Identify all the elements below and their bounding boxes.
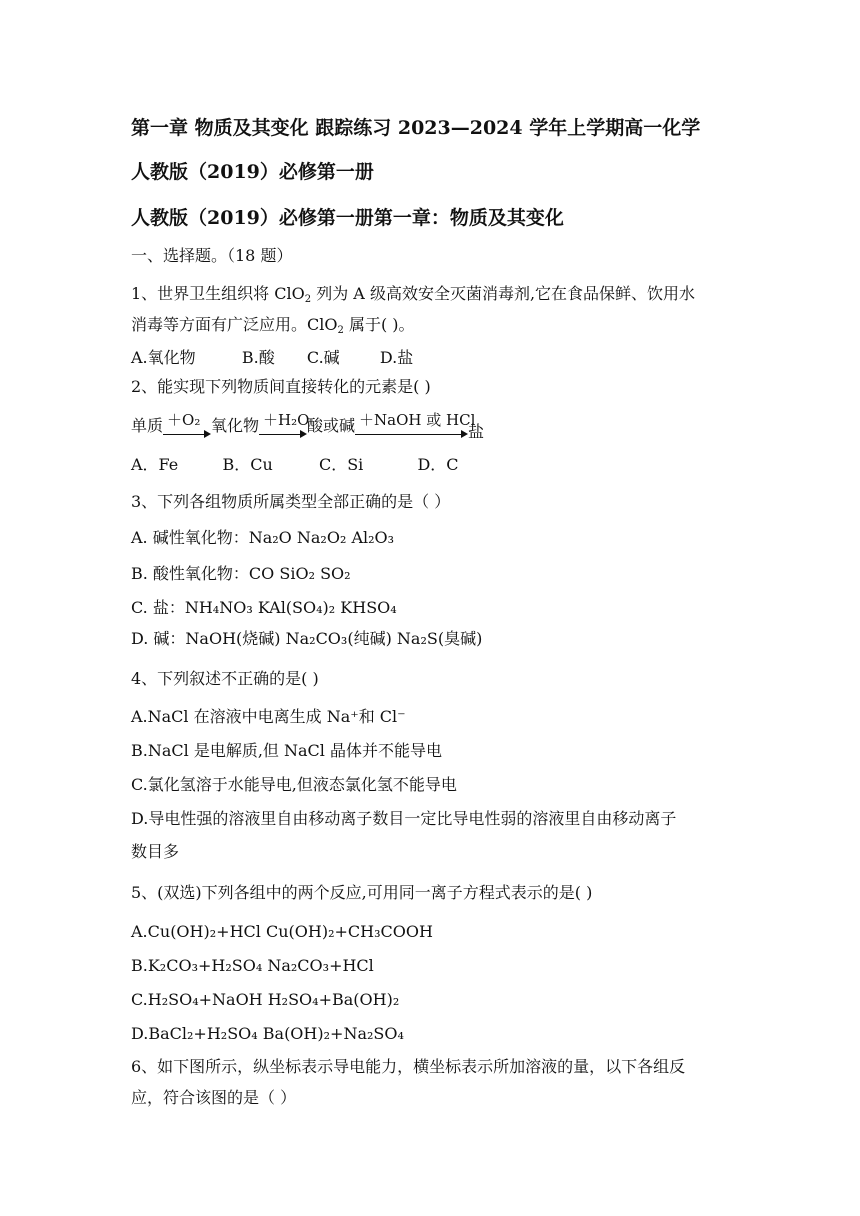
q3-option-a: A. 碱性氧化物：Na₂O Na₂O₂ Al₂O₃: [131, 528, 395, 547]
doc-title-line2: 人教版（2019）必修第一册: [131, 161, 374, 183]
q1-option-a: A.氧化物: [131, 348, 196, 367]
q4-stem: 4、下列叙述不正确的是( ): [131, 669, 319, 688]
arrow-label-naoh-hcl: ＋NaOH 或 HCl: [359, 411, 476, 429]
doc-title-line1: 第一章 物质及其变化 跟踪练习 2023—2024 学年上学期高一化学: [131, 117, 701, 139]
section-heading: 一、选择题。（18 题）: [131, 246, 293, 265]
q6-stem-line2: 应，符合该图的是（ ）: [131, 1088, 297, 1107]
q1-option-b: B.酸: [241, 348, 275, 367]
q4-option-d-line1: D.导电性强的溶液里自由移动离子数目一定比导电性弱的溶液里自由移动离子: [131, 809, 677, 828]
q1-options: [131, 348, 413, 368]
q3-option-c: C. 盐：NH₄NO₃ KAl(SO₄)₂ KHSO₄: [131, 598, 397, 617]
q1-stem-line1: [131, 284, 695, 304]
q2-option-b: B．Cu: [222, 455, 273, 474]
q1-stem-line2: [131, 315, 415, 335]
arrow-icon: [355, 411, 476, 442]
chain-oxide: 氧化物: [211, 416, 260, 435]
q1-text-c: 消毒等方面有广泛应用。ClO: [131, 315, 338, 334]
arrow-label-o2: ＋O₂: [167, 411, 201, 429]
q1-sub2: 2: [337, 325, 344, 336]
q3-stem: 3、下列各组物质所属类型全部正确的是（ ）: [131, 492, 451, 511]
q2-options: [131, 455, 459, 475]
q4-option-b: B.NaCl 是电解质,但 NaCl 晶体并不能导电: [131, 741, 442, 760]
q1-sub: 2: [304, 294, 312, 305]
q5-option-c: C.H₂SO₄+NaOH H₂SO₄+Ba(OH)₂: [131, 990, 400, 1009]
chain-salt: 盐: [468, 422, 485, 441]
q1-text-a: 1、世界卫生组织将 ClO: [131, 284, 305, 303]
doc-subtitle: 人教版（2019）必修第一册第一章：物质及其变化: [131, 207, 564, 229]
q1-option-d: D.盐: [379, 348, 414, 367]
arrow-label-h2o: ＋H₂O: [263, 411, 310, 429]
q4-option-a: A.NaCl 在溶液中电离生成 Na⁺和 Cl⁻: [131, 707, 406, 726]
q3-option-d: D. 碱：NaOH(烧碱) Na₂CO₃(纯碱) Na₂S(臭碱): [131, 629, 483, 648]
q2-option-c: C．Si: [318, 455, 364, 474]
chain-acid-or-base: 酸或碱: [307, 416, 356, 435]
q3-option-b: B. 酸性氧化物：CO SiO₂ SO₂: [131, 564, 351, 583]
q1-text-b: 列为 A 级高效安全灭菌消毒剂,它在食品保鲜、饮用水: [311, 284, 696, 303]
chain-simple-substance: 单质: [131, 416, 164, 435]
arrow-icon: [259, 411, 310, 442]
q2-stem: 2、能实现下列物质间直接转化的元素是( ): [131, 377, 431, 396]
q6-stem-line1: 6、如下图所示，纵坐标表示导电能力，横坐标表示所加溶液的量，以下各组反: [131, 1057, 686, 1076]
arrow-icon: [163, 411, 211, 442]
q1-option-c: C.碱: [306, 348, 340, 367]
q5-option-b: B.K₂CO₃+H₂SO₄ Na₂CO₃+HCl: [131, 956, 374, 975]
q1-text-d: 属于( )。: [343, 315, 415, 334]
q4-option-c: C.氯化氢溶于水能导电,但液态氯化氢不能导电: [131, 775, 457, 794]
q2-option-d: D．C: [417, 455, 459, 474]
q5-option-d: D.BaCl₂+H₂SO₄ Ba(OH)₂+Na₂SO₄: [131, 1024, 404, 1043]
q2-conversion-chain: [131, 411, 485, 444]
q5-stem: 5、(双选)下列各组中的两个反应,可用同一离子方程式表示的是( ): [131, 883, 593, 902]
q4-option-d-line2: 数目多: [131, 842, 180, 861]
q5-option-a: A.Cu(OH)₂+HCl Cu(OH)₂+CH₃COOH: [131, 922, 433, 941]
q2-option-a: A．Fe: [131, 455, 179, 474]
